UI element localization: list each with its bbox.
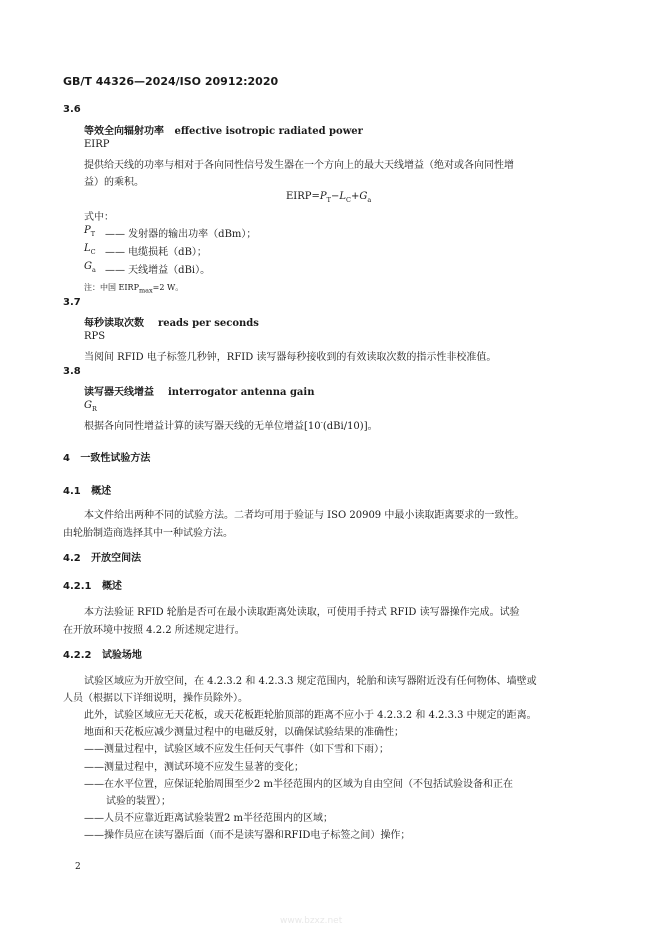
note-eirp-max: 注：中国 $EIRP_{max}=2$ W。	[84, 283, 184, 295]
paragraph-line: 本文件给出两种不同的试验方法。二者均可用于验证与 ISO 20909 中最小读取距离要求的一致性。	[84, 510, 525, 521]
clause-number-3-7: 3.7	[63, 297, 81, 308]
term-heading-rps: 每秒读取次数 reads per seconds	[84, 318, 259, 329]
list-item: ——操作员应在读写器后面（而不是读写器和RFID电子标签之间）操作；	[84, 830, 411, 841]
eirp-formula: $EIRP=P_T-L_C+G_a$	[286, 191, 372, 204]
term-cn: 等效全向辐射功率	[84, 126, 164, 137]
watermark: www.bzxz.net	[280, 916, 343, 926]
section-heading-4-2-1: 4.2.1 概述	[63, 581, 122, 592]
definition-line-2: 益）的乘积。	[84, 177, 144, 188]
definition-line: 当阅间 RFID 电子标签几秒钟，RFID 读写器每秒接收到的有效读取次数的指示性非校准值。	[84, 352, 497, 363]
list-item: ——测量过程中，试验区域不应发生任何天气事件（如下雪和下雨）；	[84, 744, 389, 755]
term-heading-gain: 读写器天线增益 interrogator antenna gain	[84, 387, 315, 398]
variable-lc: $L_C$ —— 电缆损耗（dB）；	[84, 243, 207, 258]
list-item: ——在水平位置，应保证轮胎周围至少2 m半径范围内的区域为自由空间（不包括试验设备和正在	[84, 779, 514, 790]
list-item: ——测量过程中，测试环境不应发生显著的变化；	[84, 762, 304, 773]
term-heading-eirp	[84, 122, 363, 137]
symbol-gr: $G_R$	[84, 400, 97, 413]
paragraph-line: 本方法验证 RFID 轮胎是否可在最小读取距离处读取，可使用手持式 RFID 读写器操作完成。试验	[84, 607, 520, 618]
paragraph-line: 人员（根据以下详细说明，操作员除外）。	[63, 693, 248, 704]
term-abbreviation: EIRP	[84, 139, 110, 150]
list-item: ——人员不应靠近距离试验装置2 m半径范围内的区域；	[84, 813, 334, 824]
term-en: effective isotropic radiated power	[174, 126, 363, 137]
variable-pt: $P_T$ —— 发射器的输出功率（dBm）；	[84, 225, 257, 240]
clause-number-3-8: 3.8	[63, 366, 81, 377]
paragraph-line: 试验区域应为开放空间，在 4.2.3.2 和 4.2.3.3 规定范围内，轮胎和读写器附近没有任何物体、墙壁或	[84, 676, 537, 687]
paragraph-line: 在开放环境中按照 4.2.2 所述规定进行。	[63, 625, 245, 636]
paragraph-line: 地面和天花板应减少测量过程中的电磁反射，以确保试验结果的准确性；	[84, 727, 404, 738]
section-heading-4-1: 4.1 概述	[63, 486, 112, 497]
where-label: 式中：	[84, 212, 114, 223]
term-abbreviation: RPS	[84, 331, 106, 342]
section-heading-4-2: 4.2 开放空间法	[63, 553, 142, 564]
definition-line: 根据各向同性增益计算的读写器天线的无单位增益[10-(dBi/10)]。	[84, 418, 378, 432]
document-header: GB/T 44326—2024/ISO 20912:2020	[63, 75, 279, 88]
paragraph-line: 由轮胎制造商选择其中一种试验方法。	[63, 528, 233, 539]
section-heading-4: 4 一致性试验方法	[63, 453, 151, 464]
paragraph-line: 此外，试验区域应无天花板，或天花板距轮胎顶部的距离不应小于 4.2.3.2 和 4.2.3.3 中规定的距离。	[84, 710, 537, 721]
definition-line-1: 提供给天线的功率与相对于各向同性信号发生器在一个方向上的最大天线增益（绝对或各向同性增	[84, 160, 514, 171]
list-item-continuation: 试验的装置）；	[106, 796, 171, 807]
section-heading-4-2-2: 4.2.2 试验场地	[63, 650, 142, 661]
variable-ga: $G_a$ —— 天线增益（dBi）。	[84, 261, 211, 276]
page-number: 2	[75, 862, 81, 872]
clause-number-3-6: 3.6	[63, 104, 81, 115]
